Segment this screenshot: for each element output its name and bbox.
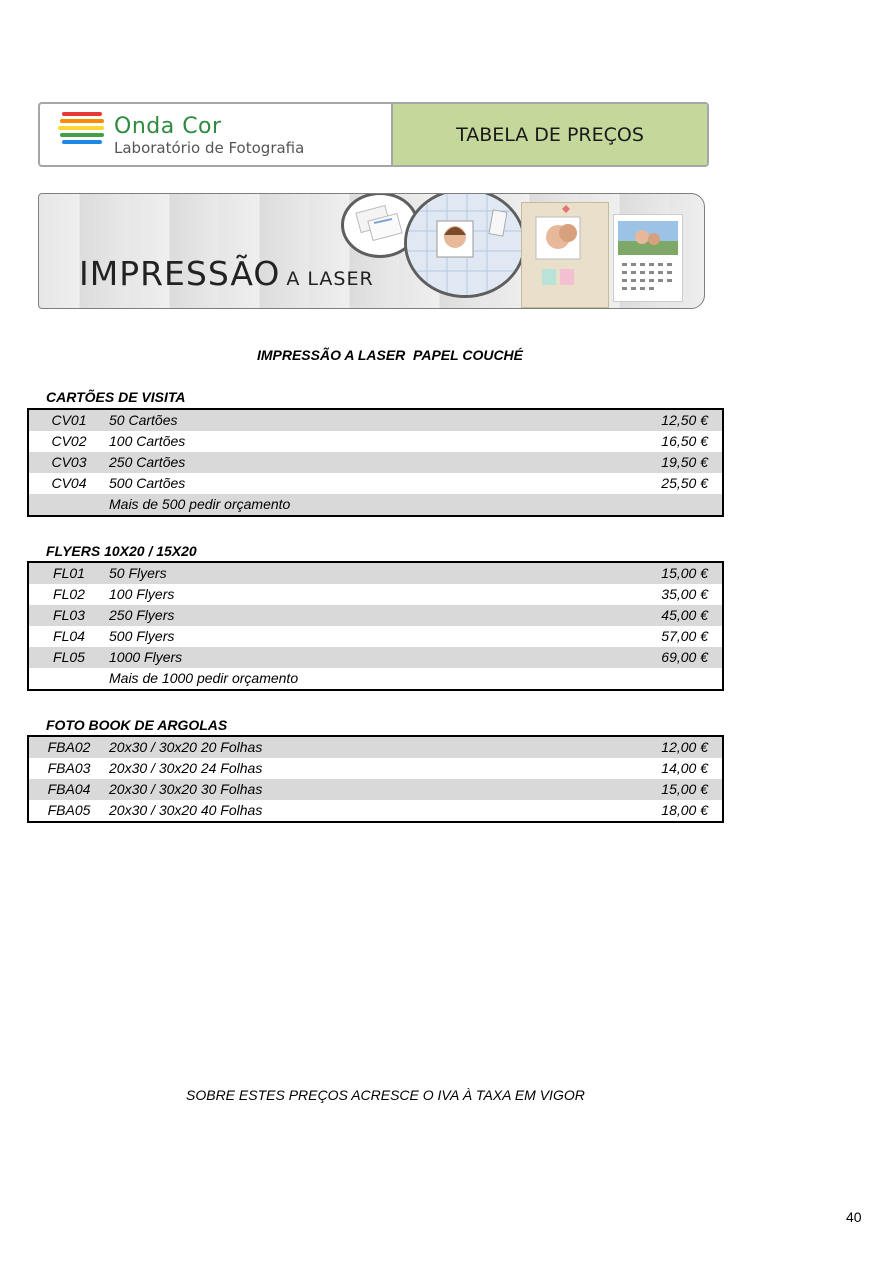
item-description: 500 Flyers (109, 628, 175, 644)
item-description: 250 Flyers (109, 607, 175, 623)
table-row (28, 584, 723, 605)
price-table-fotobook (27, 735, 724, 823)
item-price: 25,50 € (661, 475, 708, 491)
table-row (28, 431, 723, 452)
price-table-flyers (27, 561, 724, 691)
item-description: 20x30 / 30x20 30 Folhas (109, 781, 263, 797)
logo (40, 104, 391, 165)
table-row (28, 779, 723, 800)
calendar-image (613, 214, 683, 302)
item-price: 19,50 € (661, 454, 708, 470)
section-title: IMPRESSÃO A LASER PAPEL COUCHÉ (256, 347, 524, 363)
item-price: 35,00 € (661, 586, 708, 602)
item-description: 1000 Flyers (109, 649, 183, 665)
item-code: CV04 (51, 475, 87, 491)
item-code: FBA04 (47, 781, 91, 797)
item-code: FL04 (53, 628, 85, 644)
page-title: TABELA DE PREÇOS (391, 104, 707, 165)
item-code (28, 494, 109, 516)
table-row (28, 758, 723, 779)
banner-title-main: IMPRESSÃO (79, 254, 281, 293)
item-description: 50 Flyers (109, 565, 167, 581)
banner-title (79, 254, 374, 293)
item-code: CV02 (51, 433, 87, 449)
vat-note: SOBRE ESTES PREÇOS ACRESCE O IVA À TAXA EM VIGOR (186, 1087, 585, 1103)
table-row (28, 605, 723, 626)
group-title-fotobook: FOTO BOOK DE ARGOLAS (46, 717, 228, 733)
banner-title-sub: A LASER (286, 268, 374, 290)
item-code: FBA05 (47, 802, 91, 818)
item-code: FL05 (53, 649, 85, 665)
item-price: 14,00 € (661, 760, 708, 776)
item-code: CV03 (51, 454, 87, 470)
item-description: Mais de 1000 pedir orçamento (109, 670, 299, 686)
banner (38, 193, 705, 309)
group-title-flyers: FLYERS 10X20 / 15X20 (46, 543, 197, 559)
item-code: FBA02 (47, 739, 91, 755)
table-row (28, 494, 723, 516)
item-description: 250 Cartões (109, 454, 186, 470)
item-code (28, 668, 109, 690)
item-description: 20x30 / 30x20 40 Folhas (109, 802, 263, 818)
item-price (588, 494, 723, 516)
logo-subtitle: Laboratório de Fotografia (114, 139, 305, 157)
table-row (28, 626, 723, 647)
item-description: 500 Cartões (109, 475, 186, 491)
item-description: 50 Cartões (109, 412, 178, 428)
price-table-cartoes (27, 408, 724, 517)
logo-stripes-icon (62, 112, 104, 147)
page-header (38, 102, 709, 167)
table-row (28, 562, 723, 584)
item-description: Mais de 500 pedir orçamento (109, 496, 291, 512)
item-price: 12,50 € (661, 412, 708, 428)
page-number: 40 (846, 1209, 862, 1225)
item-description: 20x30 / 30x20 20 Folhas (109, 739, 263, 755)
item-price: 15,00 € (661, 781, 708, 797)
item-code: FL01 (53, 565, 85, 581)
flyer-image (404, 193, 526, 298)
item-description: 20x30 / 30x20 24 Folhas (109, 760, 263, 776)
group-title-cartoes: CARTÕES DE VISITA (46, 389, 186, 405)
item-price: 57,00 € (661, 628, 708, 644)
item-price: 15,00 € (661, 565, 708, 581)
table-row (28, 647, 723, 668)
item-price: 16,50 € (661, 433, 708, 449)
logo-name: Onda Cor (114, 114, 222, 139)
item-code: FL02 (53, 586, 85, 602)
table-row (28, 668, 723, 690)
item-description: 100 Cartões (109, 433, 186, 449)
greeting-card-image (521, 202, 609, 308)
table-row (28, 452, 723, 473)
item-price: 18,00 € (661, 802, 708, 818)
item-description: 100 Flyers (109, 586, 175, 602)
item-code: FL03 (53, 607, 85, 623)
item-code: FBA03 (47, 760, 91, 776)
table-row (28, 736, 723, 758)
table-row (28, 473, 723, 494)
item-price: 45,00 € (661, 607, 708, 623)
item-price (588, 668, 723, 690)
item-price: 12,00 € (661, 739, 708, 755)
item-code: CV01 (51, 412, 87, 428)
item-price: 69,00 € (661, 649, 708, 665)
table-row (28, 409, 723, 431)
table-row (28, 800, 723, 822)
